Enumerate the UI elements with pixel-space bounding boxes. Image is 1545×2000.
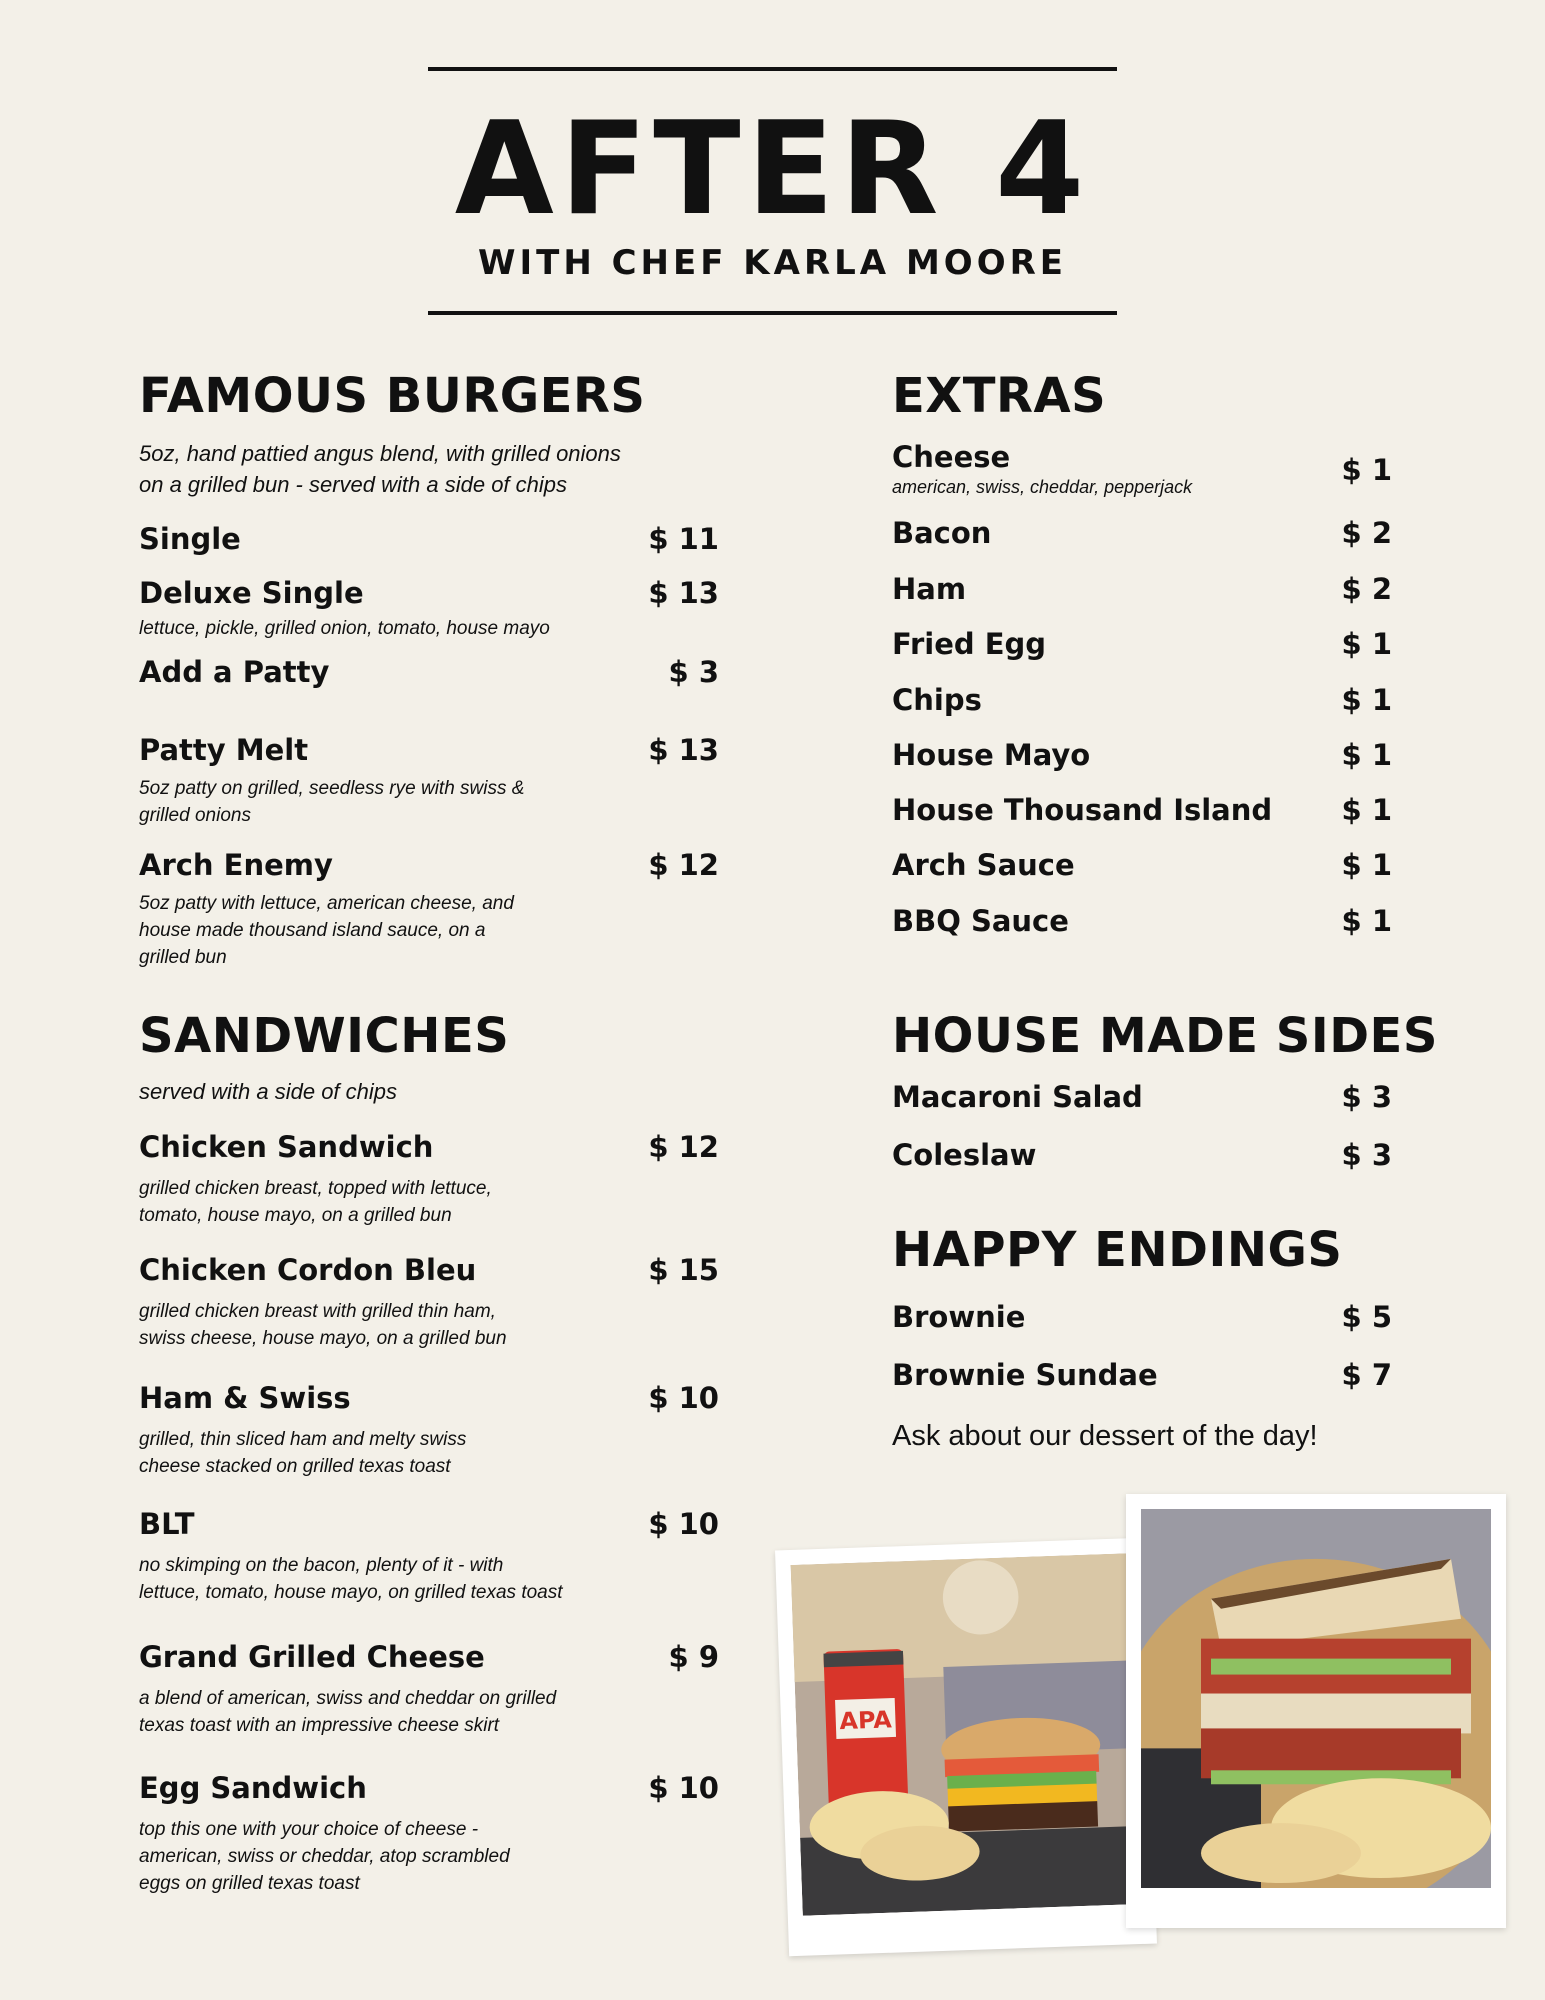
burgers-desc-line: on a grilled bun - served with a side of chips xyxy=(139,472,568,497)
item-description xyxy=(139,1552,699,1606)
item-description xyxy=(139,1298,629,1352)
item-price: $ 13 xyxy=(648,576,719,610)
item-description xyxy=(139,1816,629,1897)
item-desc-line: grilled onions xyxy=(139,805,251,826)
item-name: BLT xyxy=(139,1507,195,1541)
menu-subtitle: WITH CHEF KARLA MOORE xyxy=(477,243,1068,283)
item-desc-line: swiss cheese, house mayo, on a grilled bun xyxy=(139,1328,507,1349)
item-price: $ 2 xyxy=(1341,516,1392,550)
header-bottom-rule xyxy=(428,311,1117,315)
item-name: Chicken Cordon Bleu xyxy=(139,1253,477,1287)
item-name: Egg Sandwich xyxy=(139,1771,367,1805)
burgers-description xyxy=(139,438,621,500)
item-price: $ 2 xyxy=(1341,572,1392,606)
item-desc-line: top this one with your choice of cheese - xyxy=(139,1819,479,1840)
section-title-burgers: FAMOUS BURGERS xyxy=(139,368,646,424)
item-price: $ 10 xyxy=(648,1381,719,1415)
item-desc-line: texas toast with an impressive cheese skirt xyxy=(139,1715,500,1736)
sandwiches-desc-line: served with a side of chips xyxy=(139,1079,398,1104)
item-desc-line: grilled chicken breast, topped with lettuce, xyxy=(139,1178,492,1199)
item-price: $ 1 xyxy=(1341,683,1392,717)
item-description xyxy=(139,1685,699,1739)
section-title-sides: HOUSE MADE SIDES xyxy=(892,1008,1438,1064)
item-price: $ 1 xyxy=(1341,793,1392,827)
item-price: $ 5 xyxy=(1341,1300,1392,1334)
item-price: $ 3 xyxy=(1341,1080,1392,1114)
item-desc-line: lettuce, pickle, grilled onion, tomato, house mayo xyxy=(139,618,550,639)
item-description xyxy=(139,1426,629,1480)
item-price: $ 15 xyxy=(648,1253,719,1287)
item-price: $ 1 xyxy=(1341,738,1392,772)
item-desc-line: no skimping on the bacon, plenty of it - with xyxy=(139,1555,504,1576)
item-price: $ 10 xyxy=(648,1771,719,1805)
item-name: Coleslaw xyxy=(892,1138,1037,1172)
item-name: Chips xyxy=(892,683,982,717)
item-price: $ 7 xyxy=(1341,1358,1392,1392)
can-label: APA xyxy=(839,1705,893,1736)
burger-photo-image xyxy=(791,1553,1141,1916)
item-desc-line: 5oz patty with lettuce, american cheese, and xyxy=(139,893,514,914)
item-price: $ 3 xyxy=(668,655,719,689)
item-description xyxy=(139,775,629,829)
item-name: Brownie Sundae xyxy=(892,1358,1158,1392)
item-desc-line: grilled bun xyxy=(139,947,227,968)
item-name: Deluxe Single xyxy=(139,576,364,610)
blt-illustration xyxy=(1141,1509,1491,1888)
item-description xyxy=(892,474,1382,501)
item-name: Grand Grilled Cheese xyxy=(139,1640,485,1674)
header-top-rule xyxy=(428,67,1117,71)
item-desc-line: 5oz patty on grilled, seedless rye with swiss & xyxy=(139,778,525,799)
item-name: Bacon xyxy=(892,516,992,550)
item-name: BBQ Sauce xyxy=(892,904,1069,938)
item-price: $ 1 xyxy=(1341,453,1392,487)
item-name: Macaroni Salad xyxy=(892,1080,1143,1114)
item-name: Cheese xyxy=(892,440,1011,474)
item-price: $ 12 xyxy=(648,848,719,882)
sandwiches-description xyxy=(139,1076,397,1107)
section-title-extras: EXTRAS xyxy=(892,368,1107,424)
item-description xyxy=(139,615,629,642)
item-name: Chicken Sandwich xyxy=(139,1130,434,1164)
item-name: Ham xyxy=(892,572,967,606)
item-desc-line: american, swiss or cheddar, atop scrambled xyxy=(139,1846,510,1867)
burger-illustration xyxy=(791,1553,1141,1916)
item-name: House Thousand Island xyxy=(892,793,1273,827)
section-title-happy-endings: HAPPY ENDINGS xyxy=(892,1222,1343,1278)
item-name: Arch Sauce xyxy=(892,848,1075,882)
item-price: $ 11 xyxy=(648,522,719,556)
section-title-sandwiches: SANDWICHES xyxy=(139,1008,510,1064)
item-price: $ 3 xyxy=(1341,1138,1392,1172)
item-desc-line: lettuce, tomato, house mayo, on grilled texas toast xyxy=(139,1582,563,1603)
item-desc-line: house made thousand island sauce, on a xyxy=(139,920,486,941)
item-desc-line: cheese stacked on grilled texas toast xyxy=(139,1456,451,1477)
item-price: $ 10 xyxy=(648,1507,719,1541)
item-name: Ham & Swiss xyxy=(139,1381,351,1415)
item-desc-line: grilled, thin sliced ham and melty swiss xyxy=(139,1429,467,1450)
burger-photo xyxy=(775,1538,1157,1957)
item-name: Brownie xyxy=(892,1300,1026,1334)
item-description xyxy=(139,890,629,971)
item-desc-line: grilled chicken breast with grilled thin ham, xyxy=(139,1301,496,1322)
item-price: $ 1 xyxy=(1341,848,1392,882)
item-description xyxy=(139,1175,629,1229)
item-name: House Mayo xyxy=(892,738,1091,772)
item-name: Single xyxy=(139,522,241,556)
item-price: $ 12 xyxy=(648,1130,719,1164)
item-price: $ 1 xyxy=(1341,627,1392,661)
item-desc-line: a blend of american, swiss and cheddar on grilled xyxy=(139,1688,557,1709)
item-name: Arch Enemy xyxy=(139,848,333,882)
menu-title: AFTER 4 xyxy=(454,95,1091,244)
item-price: $ 13 xyxy=(648,733,719,767)
item-desc-line: eggs on grilled texas toast xyxy=(139,1873,360,1894)
item-price: $ 9 xyxy=(668,1640,719,1674)
item-name: Add a Patty xyxy=(139,655,330,689)
item-name: Patty Melt xyxy=(139,733,309,767)
dessert-note: Ask about our dessert of the day! xyxy=(892,1420,1318,1452)
item-price: $ 1 xyxy=(1341,904,1392,938)
item-desc-line: american, swiss, cheddar, pepperjack xyxy=(892,477,1193,497)
burgers-desc-line: 5oz, hand pattied angus blend, with grilled onions xyxy=(139,441,621,466)
item-name: Fried Egg xyxy=(892,627,1047,661)
blt-photo xyxy=(1126,1494,1506,1928)
item-desc-line: tomato, house mayo, on a grilled bun xyxy=(139,1205,452,1226)
blt-photo-image xyxy=(1141,1509,1491,1888)
